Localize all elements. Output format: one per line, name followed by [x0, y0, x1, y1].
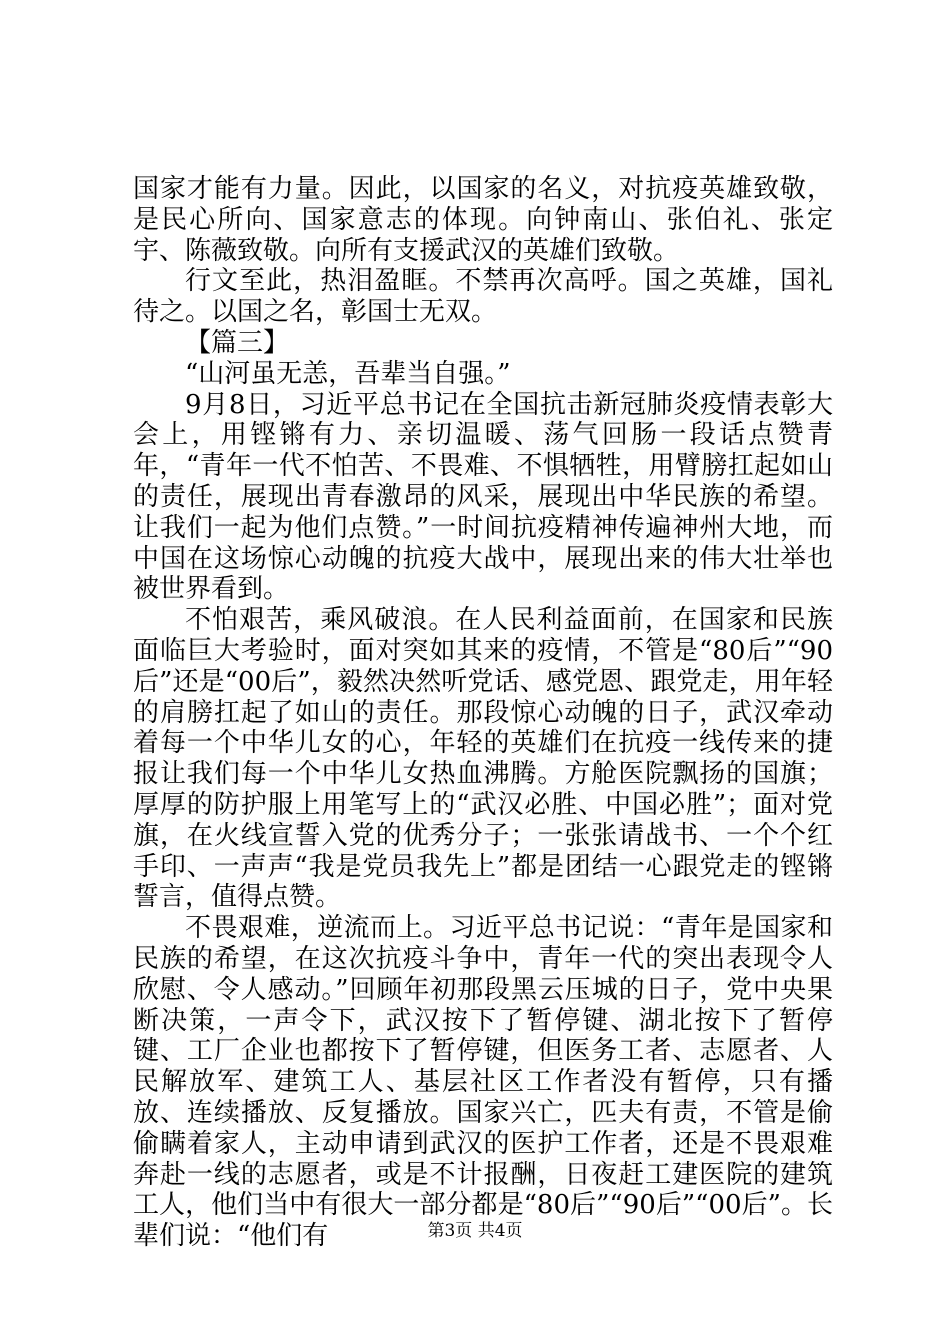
paragraph-7: 不畏艰难，逆流而上。习近平总书记说：“青年是国家和民族的希望，在这次抗疫斗争中，青年一代的突出表现令人欣慰、令人感动。”回顾年初那段黑云压城的日子，党中央果断决策，一声令下，武汉按下了暂停键、湖北按下了暂停键、工厂企业也都按下了暂停键，但医务工者、志愿者、人民解放军、建筑工人、基层社区工作者没有暂停，只有播放、连续播放、反复播放。国家兴亡，匹夫有责，不管是偷偷瞒着家人，主动申请到武汉的医护工作者，还是不畏艰难奔赴一线的志愿者，或是不计报酬，日夜赶工建医院的建筑工人，他们当中有很大一部分都是“80后”“90后”“00后”。长辈们说：“他们有 [133, 913, 833, 1252]
epigraph-quote: “山河虽无恙，吾辈当自强。” [185, 358, 511, 389]
paragraph-1: 国家才能有力量。因此，以国家的名义，对抗疫英雄致敬，是民心所向、国家意志的体现。向钟南山、张伯礼、张定宇、陈薇致敬。向所有支援武汉的英雄们致敬。 [133, 174, 833, 266]
page-number-footer: 第3页 共4页 [427, 1221, 523, 1241]
paragraph-5: 9月8日，习近平总书记在全国抗击新冠肺炎疫情表彰大会上，用铿锵有力、亲切温暖、荡气回肠一段话点赞青年，“青年一代不怕苦、不畏难、不惧牺牲，用臂膀扛起如山的责任，展现出青春激昂的风采，展现出中华民族的希望。让我们一起为他们点赞。”一时间抗疫精神传遍神州大地，而中国在这场惊心动魄的抗疫大战中，展现出来的伟大壮举也被世界看到。 [133, 389, 833, 605]
paragraph-2: 行文至此，热泪盈眶。不禁再次高呼。国之英雄，国礼待之。以国之名，彰国士无双。 [133, 266, 833, 328]
paragraph-6: 不怕艰苦，乘风破浪。在人民利益面前，在国家和民族面临巨大考验时，面对突如其来的疫情，不管是“80后”“90后”还是“00后”，毅然决然听党话、感党恩、跟党走，用年轻的肩膀扛起了如山的责任。那段惊心动魄的日子，武汉牵动着每一个中华儿女的心，年轻的英雄们在抗疫一线传来的捷报让我们每一个中华儿女热血沸腾。方舱医院飘扬的国旗；厚厚的防护服上用笔写上的“武汉必胜、中国必胜”；面对党旗，在火线宣誓入党的优秀分子；一张张请战书、一个个红手印、一声声“我是党员我先上”都是团结一心跟党走的铿锵誓言，值得点赞。 [133, 605, 833, 913]
section-heading: 【篇三】 [185, 327, 290, 358]
document-body [133, 174, 833, 1252]
